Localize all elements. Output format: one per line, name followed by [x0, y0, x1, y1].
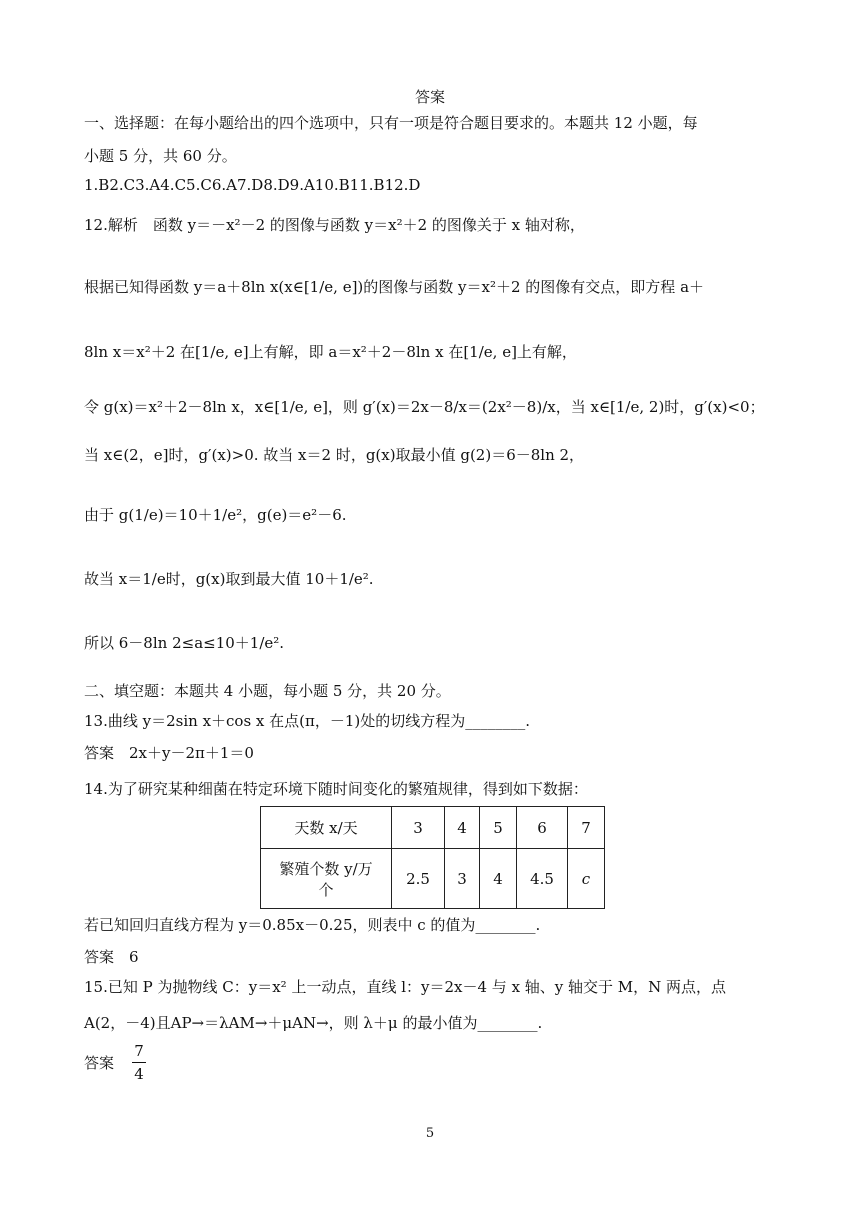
section1-heading: 一、选择题：在每小题给出的四个选项中，只有一项是符合题目要求的。本题共 12 小题，每	[84, 114, 698, 132]
q15-answer-label: 答案	[84, 1054, 115, 1072]
q12-solution-line-7: 故当 x＝1/e时，g(x)取到最大值 10＋1/e².	[84, 570, 374, 588]
fraction-numerator: 7	[132, 1040, 146, 1063]
table-cell: 5	[480, 807, 517, 849]
answer-key-line: 1.B2.C3.A4.C5.C6.A7.D8.D9.A10.B11.B12.D	[84, 176, 421, 194]
q15-question-line-2: A(2，－4)且AP→＝λAM→＋μAN→，则 λ＋μ 的最小值为________.	[84, 1014, 543, 1032]
q14-question: 14.为了研究某种细菌在特定环境下随时间变化的繁殖规律，得到如下数据：	[84, 780, 588, 798]
page-number: 5	[425, 1126, 435, 1141]
table-cell: 2.5	[392, 849, 445, 909]
table-cell: 7	[568, 807, 605, 849]
q13-question: 13.曲线 y＝2sin x＋cos x 在点(π，－1)处的切线方程为________.	[84, 712, 531, 730]
table-cell-line: 繁殖个数 y/万	[279, 859, 373, 878]
table-cell: 3	[392, 807, 445, 849]
table-cell: 6	[517, 807, 568, 849]
fraction-denominator: 4	[134, 1065, 144, 1083]
q12-solution-line-5: 当 x∈(2，e]时，g′(x)>0. 故当 x＝2 时，g(x)取最小值 g(2)＝6－8ln 2，	[84, 446, 585, 464]
q15-answer-fraction	[132, 1040, 146, 1085]
table-row	[261, 849, 605, 909]
q14-answer: 答案 6	[84, 948, 139, 966]
q12-solution-line-2: 根据已知得函数 y＝a＋8ln x(x∈[1/e, e])的图像与函数 y＝x²＋2 的图像有交点，即方程 a＋	[84, 278, 705, 296]
table-cell: c	[568, 849, 605, 909]
table-cell: 4	[445, 807, 480, 849]
q12-solution-line-1: 12.解析 函数 y＝－x²－2 的图像与函数 y＝x²＋2 的图像关于 x 轴对称，	[84, 216, 585, 234]
q14-followup: 若已知回归直线方程为 y＝0.85x－0.25，则表中 c 的值为________.	[84, 916, 541, 934]
q15-question-line-1: 15.已知 P 为抛物线 C：y＝x² 上一动点，直线 l：y＝2x－4 与 x 轴、y 轴交于 M，N 两点，点	[84, 978, 727, 996]
table-cell: 4.5	[517, 849, 568, 909]
table-cell: 4	[480, 849, 517, 909]
q12-solution-line-3: 8ln x＝x²＋2 在[1/e, e]上有解，即 a＝x²＋2－8ln x 在[1/e, e]上有解，	[84, 343, 577, 361]
table-cell-line: 个	[318, 880, 334, 899]
q13-answer: 答案 2x＋y－2π＋1＝0	[84, 744, 254, 762]
section2-heading: 二、填空题：本题共 4 小题，每小题 5 分，共 20 分。	[84, 682, 451, 700]
table-row	[261, 807, 605, 849]
page-title: 答案	[414, 88, 445, 106]
data-table	[260, 806, 605, 909]
q12-solution-line-4: 令 g(x)＝x²＋2－8ln x，x∈[1/e, e]，则 g′(x)＝2x－8/x＝(2x²－8)/x，当 x∈[1/e, 2)时，g′(x)<0；	[84, 398, 765, 416]
q12-solution-line-8: 所以 6－8ln 2≤a≤10＋1/e².	[84, 634, 285, 652]
q12-solution-line-6: 由于 g(1/e)＝10＋1/e²，g(e)＝e²－6.	[84, 506, 347, 524]
table-cell: 天数 x/天	[261, 807, 392, 849]
section1-heading-cont: 小题 5 分，共 60 分。	[84, 147, 237, 165]
table-cell	[261, 849, 392, 909]
table-cell: 3	[445, 849, 480, 909]
